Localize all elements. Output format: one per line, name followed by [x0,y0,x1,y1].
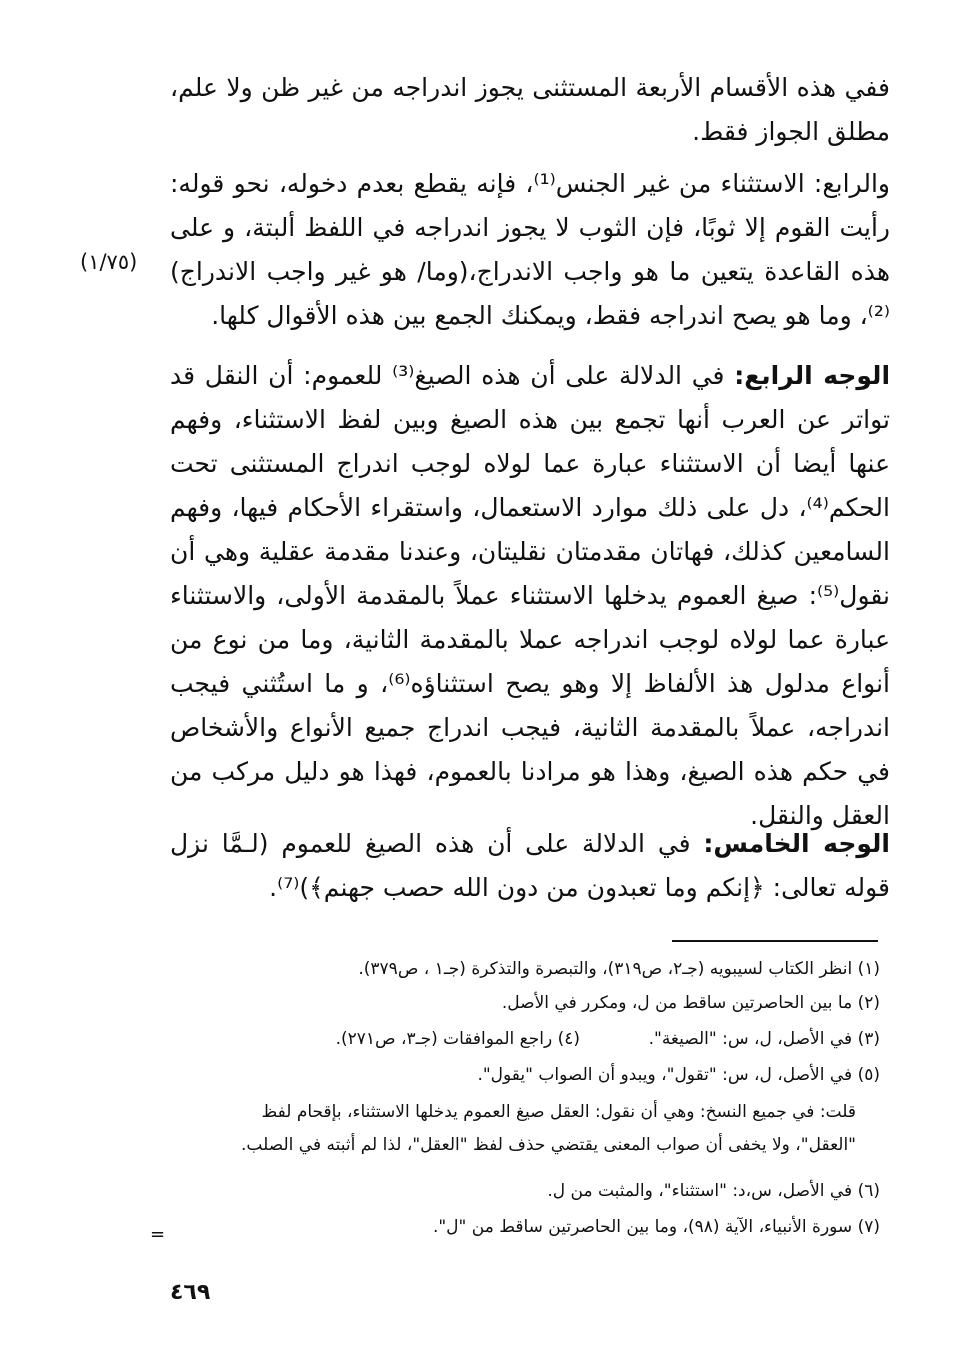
paragraph-3-heading: الوجه الرابع: [734,361,891,390]
paragraph-4-heading: الوجه الخامس: [703,829,890,858]
marginal-page-reference: (١/٧٥) [80,250,138,274]
paragraph-2-text: والرابع: الاستثناء من غير الجنس⁽¹⁾، فإنه يقطع بعدم دخوله، نحو قوله: رأيت القوم إلا ثوبًا، فإن الثوب لا يجوز اندراجه في اللفظ ألبتة، و على هذه القاعدة يتعين ما هو واجب الاندراج،(وما/ هو غير واجب الاندراج)⁽²⁾، وما هو يصح اندراجه فقط، ويمكنك الجمع بين هذه الأقوال كلها. [170,169,890,330]
footnote-3: (٣) في الأصل، ل، س: "الصيغة". [648,1029,880,1049]
paragraph-3 [170,354,890,838]
footnote-6: (٦) في الأصل، س،د: "استثناء"، والمثبت من ل. [547,1181,880,1201]
footnote-5-note-line-2: "العقل"، ولا يخفى أن صواب المعنى يقتضي حذف لفظ "العقل"، لذا لم أثبته في الصلب. [241,1135,856,1155]
footnote-row-3-4 [150,1024,880,1054]
page-number: ٤٦٩ [170,1280,211,1305]
paragraph-1-text: ففي هذه الأقسام الأربعة المستثنى يجوز اندراجه من غير ظن ولا علم، مطلق الجواز فقط. [170,73,890,146]
paragraph-1 [170,66,890,154]
footnote-separator [672,940,878,942]
footnote-5-note-line-1: قلت: في جميع النسخ: وهي أن نقول: العقل صيغ العموم يدخلها الاستثناء، بإقحام لفظ [261,1102,856,1122]
footnote-1: (١) انظر الكتاب لسيبويه (جـ٢، ص٣١٩)، والتبصرة والتذكرة (جـ١ ، ص٣٧٩). [358,959,880,979]
footnote-7: (٧) سورة الأنبياء، الآية (٩٨)، وما بين الحاصرتين ساقط من "ل". [432,1217,880,1237]
paragraph-4 [170,822,890,910]
paragraph-3-text: في الدلالة على أن هذه الصيغ⁽³⁾ للعموم: أن النقل قد تواتر عن العرب أنها تجمع بين هذه الصيغ وبين لفظ الاستثناء، وفهم عنها أيضا أن الاستثناء عبارة عما لولاه لوجب اندراج المستثنى تحت الحكم⁽⁴⁾، دل على ذلك موارد الاستعمال، واستقراء الأحكام فيها، وفهم السامعين كذلك، فهاتان مقدمتان نقليتان، وعندنا مقدمة عقلية وهي أن نقول⁽⁵⁾: صيغ العموم يدخلها الاستثناء عملاً بالمقدمة الأولى، والاستثناء عبارة عما لولاه لوجب اندراجه عملا بالمقدمة الثانية، وما من نوع من أنواع مدلول هذ الألفاظ إلا وهو يصح استثناؤه⁽⁶⁾، و ما استُثني فيجب اندراجه، عملاً بالمقدمة الثانية، فيجب اندراج جميع الأنواع والأشخاص في حكم هذه الصيغ، وهذا هو مرادنا بالعموم، فهذا هو دليل مركب من العقل والنقل. [170,361,891,830]
paragraph-2 [170,162,890,338]
footnote-5: (٥) في الأصل، ل، س: "تقول"، ويبدو أن الصواب "يقول". [477,1065,880,1085]
margin-mark: = [150,1224,166,1245]
paragraph-4-text: في الدلالة على أن هذه الصيغ للعموم (لـمَّا نزل قوله تعالى: ﴿إنكم وما تعبدون من دون الله حصب جهنم﴾)⁽⁷⁾. [170,829,890,902]
footnote-2: (٢) ما بين الحاصرتين ساقط من ل، ومكرر في الأصل. [501,993,880,1013]
footnote-4: (٤) راجع الموافقات (جـ٣، ص٢٧١). [335,1029,580,1049]
